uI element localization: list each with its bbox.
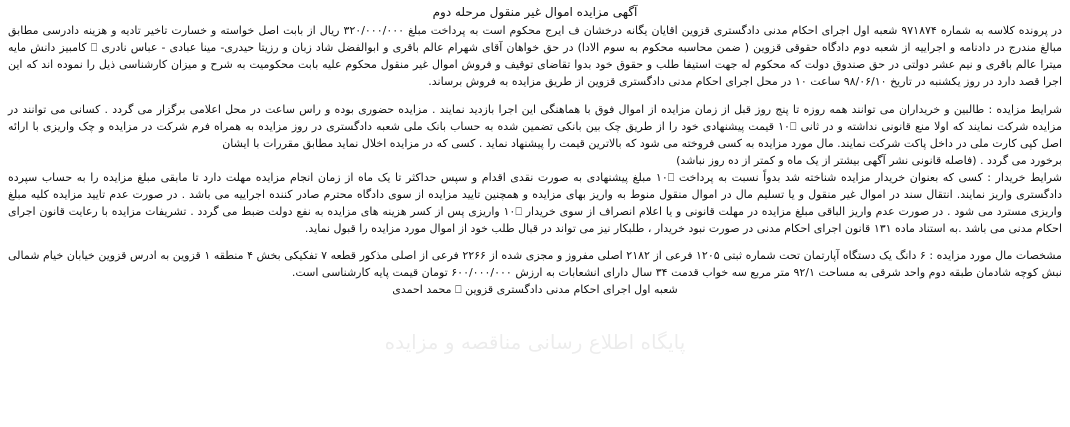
notice-title: آگهی مزایده اموال غیر منقول مرحله دوم (432, 5, 638, 19)
auction-conditions-paragraph (8, 101, 1062, 169)
case-paragraph: در پرونده کلاسه به شماره ۹۷۱۸۷۴ شعبه اول اجرای احکام مدنی دادگستری قزوین اقایان یگانه درخشان ف ایرج محکوم است به پرداخت مبلغ ۳۲۰/۰۰۰/۰۰۰ ریال از بابت اصل خواسته و خسارت تاخیر تادیه و هزینه دادرسی مطابق مبالغ مندرج در دادنامه و اجراییه از شعبه دوم دادگاه حقوقی قزوین ( ضمن محاسبه محکوم به سوم الادا) در حق خواهان آقای شهرام عالم باقری و ابوالفضل شاد زبان و رزیتا حیدری- مینا عبادی - عباس نادری ⎕ کامبیز دانش مایه میترا عالم باقری و نیم عشر دولتی در حق صندوق دولت که محکوم له جهت استیفا طلب و حقوق خود بدوا تقاضای توقیف و فروش اموال غیر منقول محکوم علیه بابت محکومیت به شرح و میزان کارشناسی ذیل را نموده اند که این اجرا قصد دارد در روز یکشنبه در تاریخ ۹۸/۰۶/۱۰ ساعت ۱۰ در محل اجرای احکام مدنی دادگستری قزوین از طریق مزایده به فروش برساند. (8, 24, 1063, 88)
site-watermark: پایگاه اطلاع رسانی مناقصه و مزایده (384, 330, 686, 354)
buyer-conditions-paragraph: شرایط خریدار : کسی که بعنوان خریدار مزایده شناخته شد بدواً نسبت به پرداخت ۱۰⎕ مبلغ پیشنهادی به صورت نقدی اقدام و سپس حداکثر تا یک ماه از زمان انجام مزایده مهلت دارد تا مابقی مبلغ مزایده را به حساب سپرده دادگستری واریز نمایند. انتقال سند در اموال غیر منقول و یا تسلیم مال در اموال منقول منوط به واریز بهای مزایده و همچنین تایید مزایده از سوی دادگاه محترم صادر کننده اجراییه می باشد . در صورت عدم تایید مزایده کلیه مبلغ واریزی مسترد می شود . در صورت عدم واریز الباقی مبلغ مزایده در مهلت قانونی و یا اعلام انصراف از سوی خریدار ۱۰⎕ واریزی پس از کسر هزینه های مزایده به نفع دولت ضبط می گردد . تشریفات مزایده با رعایت قانون اجرای احکام مدنی می باشد .به استناد ماده ۱۳۱ قانون اجرای احکام مدنی در صورت نبود خریدار ، طلبکار نیز می تواند در قبال طلب خود از اموال مورد مزایده را قبول نماید. (8, 171, 1063, 235)
signature-line: شعبه اول اجرای احکام مدنی دادگستری قزوین ⎕ محمد احمدی (392, 283, 678, 296)
property-specs-paragraph: مشخصات مال مورد مزایده : ۶ دانگ یک دستگاه آپارتمان تحت شماره ثبتی ۱۲۰۵ فرعی از ۲۱۸۲ اصلی مفروز و مجزی شده از ۲۲۶۶ فرعی از اصلی مذکور قطعه ۷ تفکیکی بخش ۴ منطقه ۱ قزوین به ادرس قزوین خیابان خیام شمالی نبش کوچه شادمان طبقه دوم واحد شرقی به مساحت ۹۲/۱ متر مربع سه خواب قدمت ۳۴ سال دارای انشعابات به ارزش ۶۰۰/۰۰۰/۰۰۰ تومان قیمت پایه کارشناسی است. (8, 249, 1062, 279)
auction-conditions-last-line: برخورد می گردد . (فاصله قانونی نشر آگهی بیشتر از یک ماه و کمتر از ده روز نباشد) (676, 154, 1062, 167)
auction-conditions-text: شرایط مزایده : طالبین و خریداران می توانند همه روزه تا پنج روز قبل از زمان مزایده از اموال فوق با هماهنگی این اجرا بازدید نمایند . مزایده حضوری بوده و راس ساعت در محل اعلامی برگزار می گردد . کسانی می توانند در مزایده شرکت نمایند که اولا منع قانونی نداشته و در ثانی ۱۰⎕ قیمت پیشنهادی خود را از طریق چک بین بانکی تضمین شده به حساب بانک ملی شعبه دادگستری در روز مزایده به همراه فرم شرکت در مزایده و چک واریزی با ارائه اصل کپی کارت ملی در داخل پاکت شرکت نمایند. مال مورد مزایده به کسی فروخته می شود که بالاترین قیمت را پیشنهاد نماید . کسی که در مزایده اخلال نماید مطابق مقررات با ایشان (8, 103, 1062, 150)
